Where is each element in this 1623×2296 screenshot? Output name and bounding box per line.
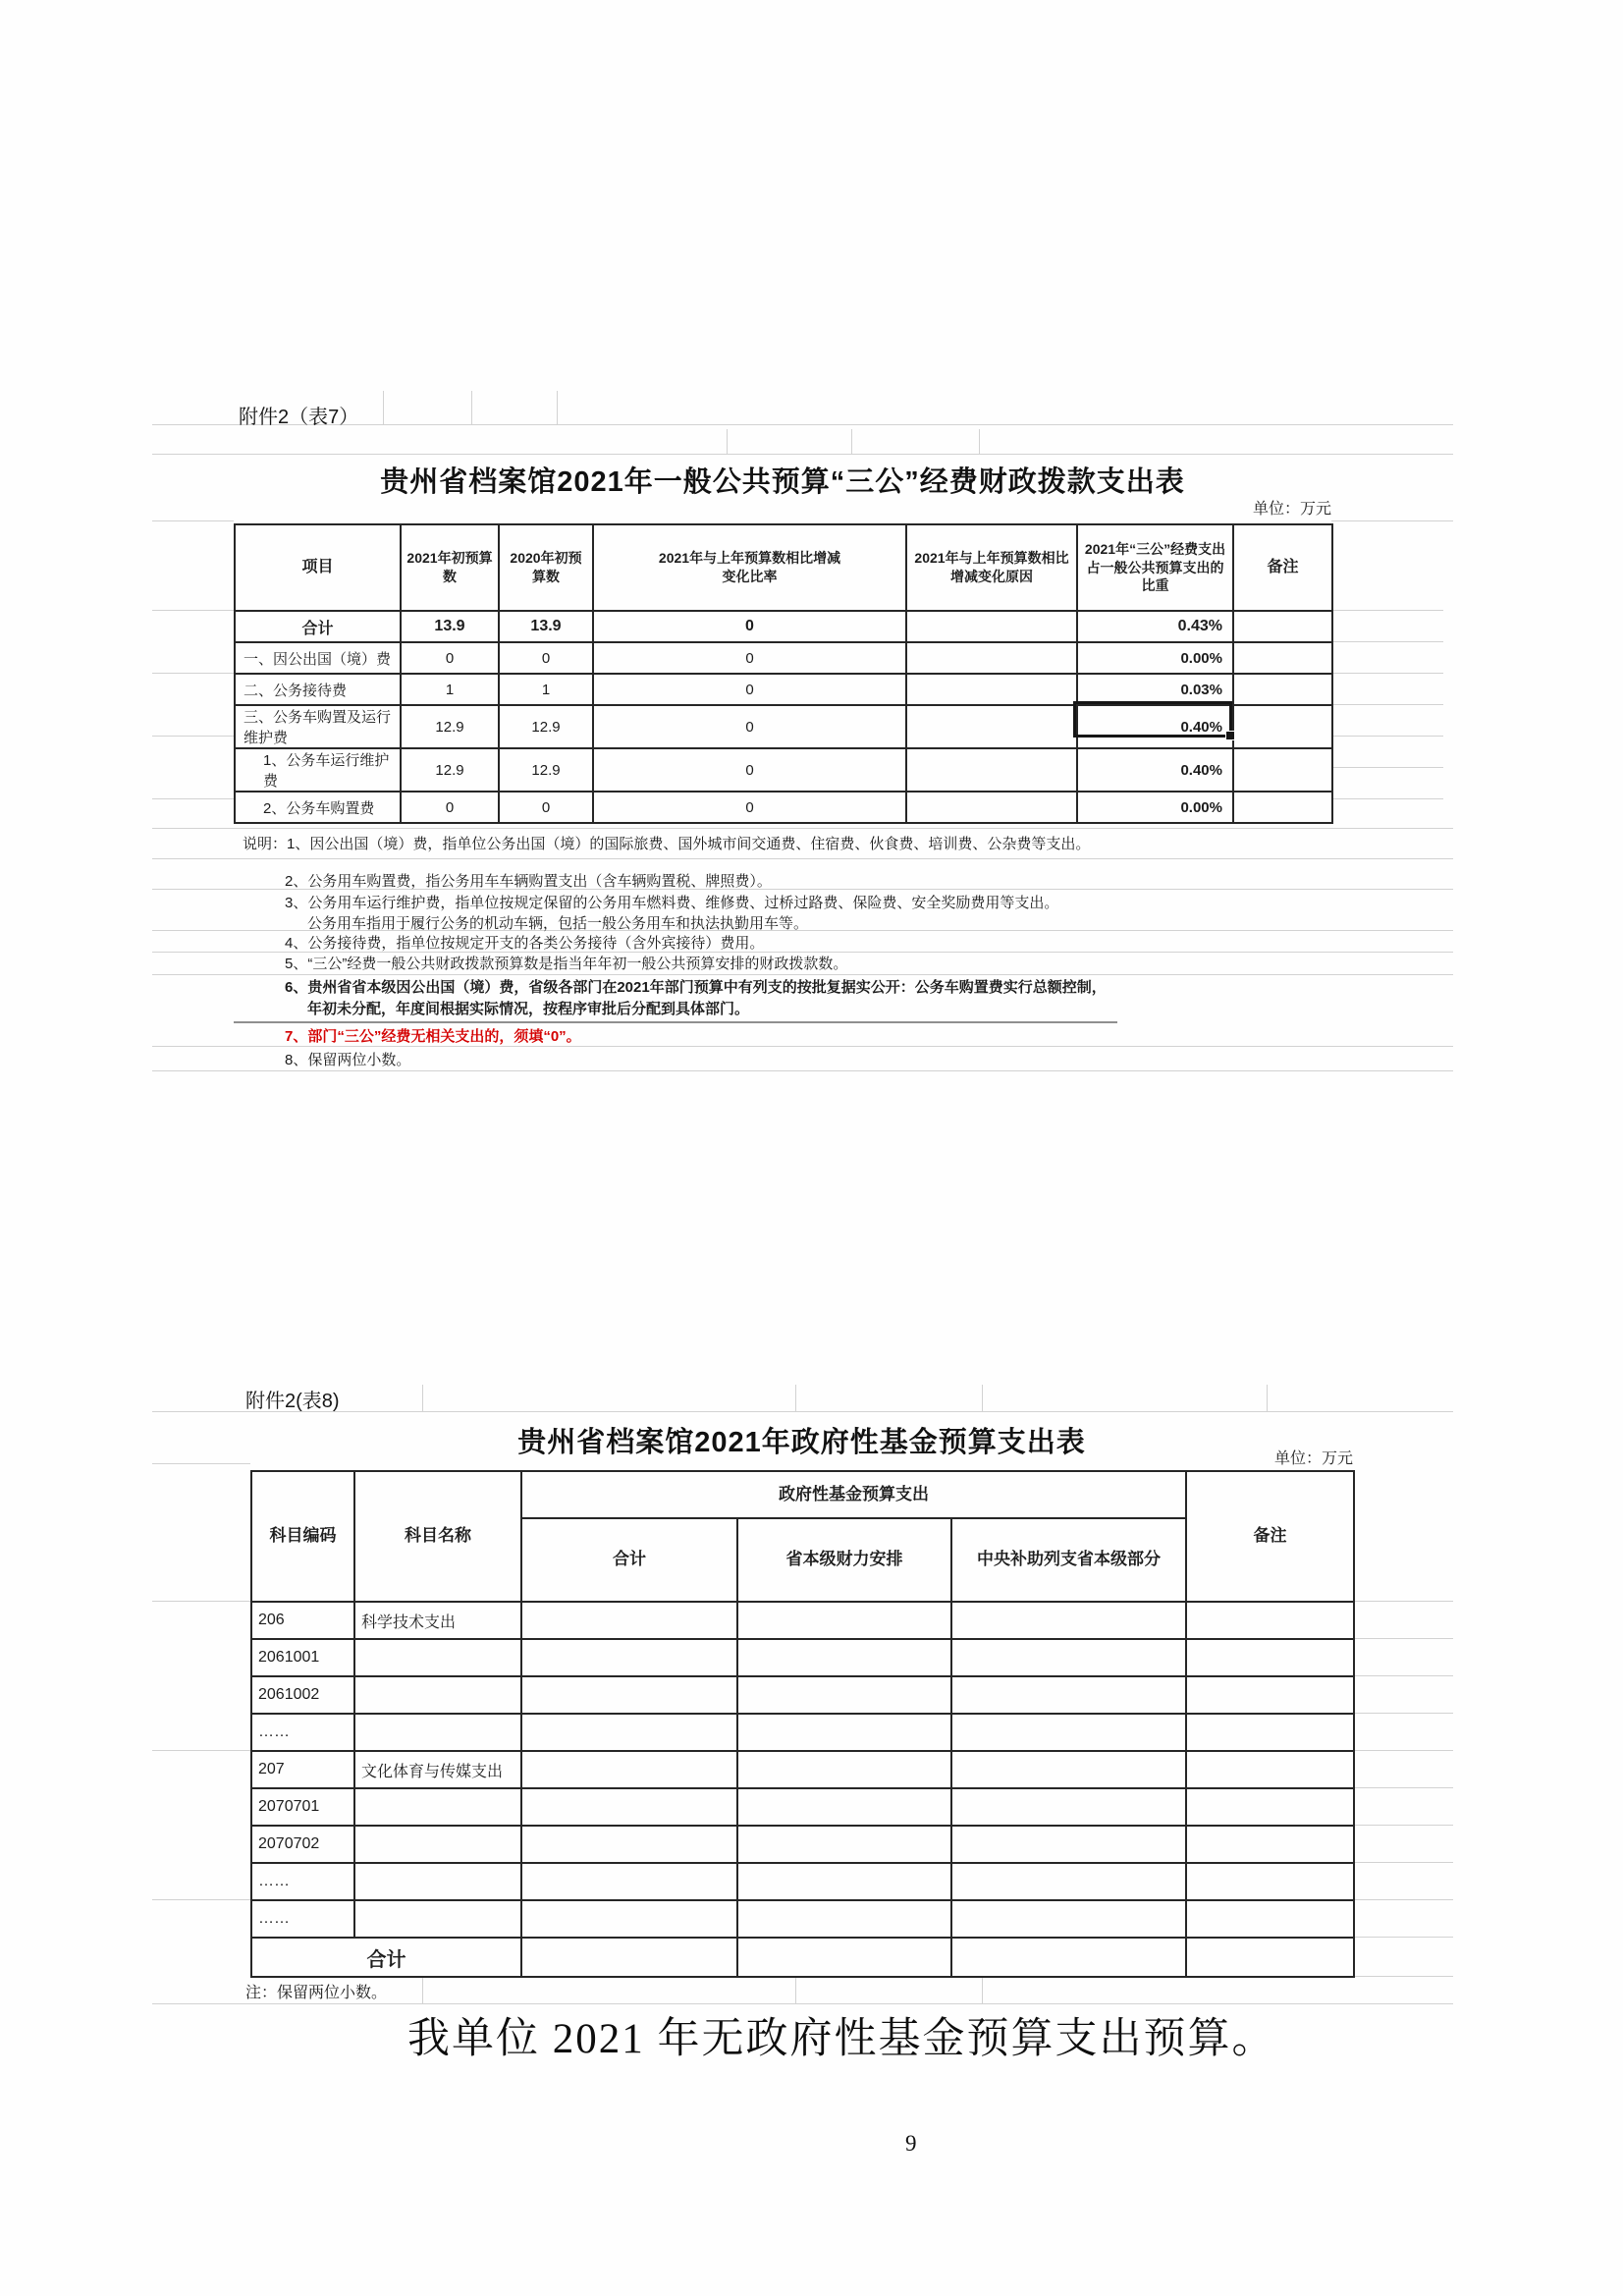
col-header-remark: 备注 <box>1186 1471 1354 1602</box>
cell-name <box>354 1639 521 1676</box>
cell-provincial <box>737 1751 951 1788</box>
cell-name <box>354 1863 521 1900</box>
cell-reason <box>906 792 1077 823</box>
gridline <box>1353 1899 1453 1900</box>
gridline <box>1353 1750 1453 1751</box>
government-fund-budget-table <box>250 1470 1355 1978</box>
gridline <box>422 1976 423 2003</box>
col-header-share: 2021年“三公”经费支出占一般公共预算支出的比重 <box>1077 524 1233 611</box>
gridline <box>557 391 558 424</box>
table-row <box>251 1602 1354 1639</box>
table-row <box>235 792 1332 823</box>
cell-central <box>951 1900 1186 1938</box>
gridline <box>152 1601 250 1602</box>
cell-2021: 1 <box>401 674 499 705</box>
table-row <box>251 1826 1354 1863</box>
cell-name <box>354 1676 521 1714</box>
cell-reason <box>906 748 1077 792</box>
cell-provincial <box>737 1639 951 1676</box>
cell-total <box>521 1676 737 1714</box>
cell-code: 206 <box>251 1602 354 1639</box>
gridline <box>152 673 234 674</box>
cell-total <box>521 1938 737 1977</box>
note-6a: 6、贵州省省本级因公出国（境）费，省级各部门在2021年部门预算中有列支的按批复据实公开：公务车购置费实行总额控制， <box>285 979 1107 996</box>
cell-name: 文化体育与传媒支出 <box>354 1751 521 1788</box>
col-header-total: 合计 <box>521 1518 737 1602</box>
table-row-total <box>235 611 1332 642</box>
cell-name: 科学技术支出 <box>354 1602 521 1639</box>
cell-2021: 0 <box>401 642 499 674</box>
gridline <box>1353 1675 1453 1676</box>
gridline <box>1331 520 1453 521</box>
cell-total <box>521 1714 737 1751</box>
cell-2021: 13.9 <box>401 611 499 642</box>
cell-remark <box>1186 1676 1354 1714</box>
table-header-row <box>235 524 1332 611</box>
cell-rate: 0 <box>593 642 906 674</box>
note-8: 8、保留两位小数。 <box>285 1052 411 1068</box>
table-row <box>251 1714 1354 1751</box>
cell-provincial <box>737 1788 951 1826</box>
gridline <box>422 1385 423 1411</box>
col-header-change-reason: 2021年与上年预算数相比增减变化原因 <box>906 524 1077 611</box>
cell-reason <box>906 705 1077 748</box>
row-label: 二、公务接待费 <box>235 674 401 705</box>
gridline <box>982 1385 983 1411</box>
cell-total <box>521 1639 737 1676</box>
note-1: 说明：1、因公出国（境）费，指单位公务出国（境）的国际旅费、国外城市间交通费、住宿费、伙食费、培训费、公杂费等支出。 <box>243 836 1091 852</box>
table2-footnote: 注：保留两位小数。 <box>245 1985 388 2001</box>
cell-remark <box>1233 674 1332 705</box>
cell-share: 0.00% <box>1077 792 1233 823</box>
gridline <box>1353 1713 1453 1714</box>
cell-remark <box>1186 1639 1354 1676</box>
gridline <box>1353 1601 1453 1602</box>
cell-remark <box>1233 705 1332 748</box>
cell-share: 0.00% <box>1077 642 1233 674</box>
gridline <box>1331 736 1443 737</box>
gridline <box>152 2003 1453 2004</box>
cell-share-selected[interactable]: 0.40% <box>1077 705 1233 748</box>
cell-remark <box>1186 1863 1354 1900</box>
gridline <box>152 1899 250 1900</box>
cell-total <box>521 1863 737 1900</box>
three-public-funds-table <box>234 523 1333 824</box>
row-label: 合计 <box>235 611 401 642</box>
note-3b: 公务用车指用于履行公务的机动车辆，包括一般公务用车和执法执勤用车等。 <box>307 915 809 932</box>
gridline <box>1353 1976 1453 1977</box>
col-header-remark: 备注 <box>1233 524 1332 611</box>
gridline <box>1331 641 1443 642</box>
cell-remark <box>1233 611 1332 642</box>
col-header-central-subsidy: 中央补助列支省本级部分 <box>951 1518 1186 1602</box>
cell-remark <box>1186 1751 1354 1788</box>
table-row-total <box>251 1938 1354 1977</box>
cell-name <box>354 1788 521 1826</box>
gridline <box>795 1385 796 1411</box>
cell-central <box>951 1714 1186 1751</box>
cell-remark <box>1233 748 1332 792</box>
col-header-item: 项目 <box>235 524 401 611</box>
cell-total <box>521 1788 737 1826</box>
gridline <box>152 1411 1453 1412</box>
gridline <box>1353 1638 1453 1639</box>
page-number: 9 <box>905 2131 917 2156</box>
table-row <box>251 1863 1354 1900</box>
col-header-subject-code: 科目编码 <box>251 1471 354 1602</box>
cell-remark <box>1233 642 1332 674</box>
gridline <box>152 858 1453 859</box>
gridline <box>152 798 234 799</box>
cell-rate: 0 <box>593 674 906 705</box>
cell-share: 0.43% <box>1077 611 1233 642</box>
gridline <box>1353 1787 1453 1788</box>
selected-cell-border[interactable] <box>1073 701 1232 738</box>
total-label: 合计 <box>251 1938 521 1977</box>
gridline <box>727 429 728 454</box>
gridline <box>152 974 1453 975</box>
gridline <box>1331 610 1443 611</box>
cell-rate: 0 <box>593 748 906 792</box>
gridline <box>1353 1862 1453 1863</box>
gridline <box>1331 673 1443 674</box>
cell-2021: 12.9 <box>401 748 499 792</box>
cell-central <box>951 1751 1186 1788</box>
cell-remark <box>1186 1602 1354 1639</box>
cell-2021: 12.9 <box>401 705 499 748</box>
cell-name <box>354 1826 521 1863</box>
table2-title: 贵州省档案馆2021年政府性基金预算支出表 <box>517 1427 1086 1458</box>
gridline <box>1331 798 1443 799</box>
table-row <box>251 1788 1354 1826</box>
gridline <box>851 429 852 454</box>
table-row <box>251 1900 1354 1938</box>
cell-provincial <box>737 1602 951 1639</box>
cell-provincial <box>737 1938 951 1977</box>
gridline <box>152 1750 250 1751</box>
gridline <box>152 828 1453 829</box>
footer-sentence: 我单位 2021 年无政府性基金预算支出预算。 <box>407 2016 1276 2062</box>
note-4: 4、公务接待费，指单位按规定开支的各类公务接待（含外宾接待）费用。 <box>285 935 765 952</box>
row-label: 一、因公出国（境）费 <box>235 642 401 674</box>
cell-reason <box>906 674 1077 705</box>
cell-code: 2070701 <box>251 1788 354 1826</box>
note-7-red: 7、部门“三公”经费无相关支出的，须填“0”。 <box>285 1028 581 1045</box>
cell-code: 2070702 <box>251 1826 354 1863</box>
cell-2020: 13.9 <box>499 611 593 642</box>
table1-title: 贵州省档案馆2021年一般公共预算“三公”经费财政拨款支出表 <box>380 466 1185 498</box>
cell-code: 207 <box>251 1751 354 1788</box>
cell-share: 0.03% <box>1077 674 1233 705</box>
cell-central <box>951 1938 1186 1977</box>
cell-total <box>521 1826 737 1863</box>
cell-2020: 12.9 <box>499 748 593 792</box>
cell-total <box>521 1751 737 1788</box>
cell-rate: 0 <box>593 611 906 642</box>
col-header-subject-name: 科目名称 <box>354 1471 521 1602</box>
table-row <box>251 1751 1354 1788</box>
cell-2020: 0 <box>499 792 593 823</box>
table-row <box>251 1676 1354 1714</box>
row-label: 三、公务车购置及运行维护费 <box>235 705 401 748</box>
gridline <box>1353 1825 1453 1826</box>
cell-code: …… <box>251 1900 354 1938</box>
fill-handle[interactable] <box>1225 731 1235 740</box>
cell-2020: 12.9 <box>499 705 593 748</box>
gridline <box>471 391 472 424</box>
gridline <box>795 1976 796 2003</box>
cell-central <box>951 1826 1186 1863</box>
table-header-row <box>251 1471 1354 1518</box>
table-row <box>235 642 1332 674</box>
cell-central <box>951 1639 1186 1676</box>
cell-code: 2061001 <box>251 1639 354 1676</box>
table-row <box>235 748 1332 792</box>
cell-2020: 1 <box>499 674 593 705</box>
cell-provincial <box>737 1900 951 1938</box>
cell-central <box>951 1863 1186 1900</box>
cell-central <box>951 1788 1186 1826</box>
gridline <box>1331 704 1443 705</box>
cell-2020: 0 <box>499 642 593 674</box>
table-row <box>251 1639 1354 1676</box>
table1-unit-label: 单位：万元 <box>1252 501 1331 518</box>
cell-provincial <box>737 1863 951 1900</box>
gridline <box>152 520 234 521</box>
cell-remark <box>1186 1900 1354 1938</box>
gridline <box>152 454 1453 455</box>
cell-rate: 0 <box>593 792 906 823</box>
cell-2021: 0 <box>401 792 499 823</box>
col-header-change-rate: 2021年与上年预算数相比增减变化比率 <box>593 524 906 611</box>
row-label: 1、公务车运行维护费 <box>235 748 401 792</box>
cell-code: …… <box>251 1863 354 1900</box>
cell-remark <box>1186 1788 1354 1826</box>
cell-total <box>521 1602 737 1639</box>
cell-code: 2061002 <box>251 1676 354 1714</box>
gridline <box>152 1070 1453 1071</box>
gridline <box>383 391 384 424</box>
cell-central <box>951 1676 1186 1714</box>
gridline <box>152 736 234 737</box>
cell-share: 0.40% <box>1077 748 1233 792</box>
col-header-budget2020: 2020年初预算数 <box>499 524 593 611</box>
note-5: 5、“三公”经费一般公共财政拨款预算数是指当年年初一般公共预算安排的财政拨款数。 <box>285 956 848 972</box>
note-3a: 3、公务用车运行维护费，指单位按规定保留的公务用车燃料费、维修费、过桥过路费、保险费、安全奖励费用等支出。 <box>285 895 1059 911</box>
note-6b: 年初未分配，年度间根据实际情况，按程序审批后分配到具体部门。 <box>307 1001 750 1017</box>
cell-remark <box>1186 1714 1354 1751</box>
cell-remark <box>1233 792 1332 823</box>
row-label: 2、公务车购置费 <box>235 792 401 823</box>
attachment-label-table8: 附件2(表8) <box>245 1391 340 1412</box>
cell-central <box>951 1602 1186 1639</box>
cell-reason <box>906 611 1077 642</box>
gridline <box>152 1463 250 1464</box>
attachment-label-table7: 附件2（表7） <box>239 407 359 428</box>
col-header-budget2021: 2021年初预算数 <box>401 524 499 611</box>
gridline <box>1267 1385 1268 1411</box>
gridline <box>1331 767 1443 768</box>
cell-provincial <box>737 1714 951 1751</box>
gridline <box>1353 1937 1453 1938</box>
cell-total <box>521 1900 737 1938</box>
table2-unit-label: 单位：万元 <box>1273 1450 1353 1467</box>
cell-provincial <box>737 1676 951 1714</box>
note-2: 2、公务用车购置费，指公务用车车辆购置支出（含车辆购置税、牌照费）。 <box>285 873 772 890</box>
gridline <box>234 1021 1117 1023</box>
cell-name <box>354 1714 521 1751</box>
cell-provincial <box>737 1826 951 1863</box>
cell-remark <box>1186 1938 1354 1977</box>
cell-code: …… <box>251 1714 354 1751</box>
col-header-provincial: 省本级财力安排 <box>737 1518 951 1602</box>
gridline <box>982 1976 983 2003</box>
cell-rate: 0 <box>593 705 906 748</box>
col-header-fund-group: 政府性基金预算支出 <box>521 1471 1186 1518</box>
cell-name <box>354 1900 521 1938</box>
cell-remark <box>1186 1826 1354 1863</box>
cell-reason <box>906 642 1077 674</box>
gridline <box>152 610 234 611</box>
gridline <box>979 429 980 454</box>
